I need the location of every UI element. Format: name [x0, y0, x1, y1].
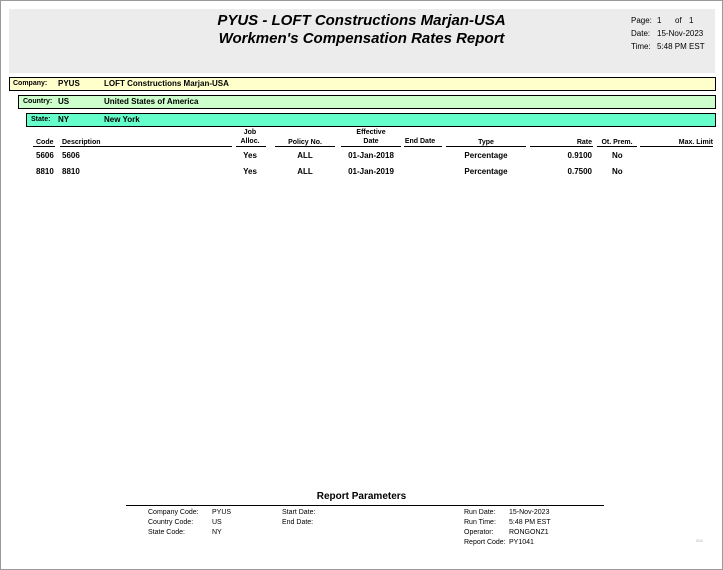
company-band	[9, 77, 716, 91]
header-rule	[236, 146, 266, 147]
time-value: 5:48 PM EST	[657, 42, 705, 51]
param-report-code: PY1041	[509, 539, 534, 546]
col-header-ot-prem: Ot. Prem.	[601, 139, 633, 146]
footer-mark: 204	[696, 538, 703, 543]
col-header-description: Description	[62, 139, 101, 146]
param-operator: RONGONZ1	[509, 529, 549, 536]
row-description: 8810	[62, 167, 80, 176]
col-header-code: Code	[36, 139, 54, 146]
state-code: NY	[58, 115, 70, 124]
row-ot-prem: No	[612, 151, 623, 160]
param-country-code-label: Country Code:	[148, 519, 194, 526]
row-code: 5606	[36, 151, 54, 160]
param-run-time-label: Run Time:	[464, 519, 496, 526]
country-band	[18, 95, 716, 109]
state-label: State:	[31, 116, 51, 123]
row-job-alloc: Yes	[243, 151, 257, 160]
row-code: 8810	[36, 167, 54, 176]
country-code: US	[58, 97, 70, 106]
col-header-effective-2: Date	[363, 138, 379, 145]
state-band	[26, 113, 716, 127]
row-job-alloc: Yes	[243, 167, 257, 176]
row-rate: 0.9100	[567, 151, 592, 160]
param-state-code: NY	[212, 529, 222, 536]
row-effective-date: 01-Jan-2019	[348, 167, 394, 176]
header-rule	[33, 146, 55, 147]
param-start-date-label: Start Date:	[282, 509, 316, 516]
page-label: Page:	[631, 16, 652, 25]
param-company-code-label: Company Code:	[148, 509, 199, 516]
country-name: United States of America	[104, 97, 199, 106]
page-number: 1	[657, 16, 662, 25]
header-rule	[597, 146, 637, 147]
time-label: Time:	[631, 42, 651, 51]
param-run-date: 15-Nov-2023	[509, 509, 550, 516]
col-header-type: Type	[478, 139, 494, 146]
header-rule	[275, 146, 335, 147]
company-label: Company:	[13, 80, 48, 87]
row-rate: 0.7500	[567, 167, 592, 176]
report-title: PYUS - LOFT Constructions Marjan-USA	[217, 12, 506, 29]
param-company-code: PYUS	[212, 509, 232, 516]
row-type: Percentage	[464, 167, 508, 176]
params-title: Report Parameters	[316, 491, 407, 502]
header-rule	[60, 146, 232, 147]
param-report-code-label: Report Code:	[464, 539, 506, 546]
row-effective-date: 01-Jan-2018	[348, 151, 394, 160]
country-label: Country:	[23, 98, 53, 105]
param-run-time: 5:48 PM EST	[509, 519, 551, 526]
company-name: LOFT Constructions Marjan-USA	[104, 79, 229, 88]
col-header-effective-1: Effective	[356, 129, 386, 136]
date-value: 15-Nov-2023	[657, 29, 704, 38]
row-policy-no: ALL	[297, 151, 313, 160]
col-header-job-alloc-2: Alloc.	[240, 138, 260, 145]
col-header-rate: Rate	[576, 139, 592, 146]
company-code: PYUS	[58, 79, 80, 88]
param-state-code-label: State Code:	[148, 529, 185, 536]
header-rule	[640, 146, 713, 147]
row-ot-prem: No	[612, 167, 623, 176]
report-subtitle: Workmen's Compensation Rates Report	[218, 30, 505, 47]
param-operator-label: Operator:	[464, 529, 494, 536]
header-rule	[530, 146, 593, 147]
row-type: Percentage	[464, 151, 508, 160]
col-header-end-date: End Date	[404, 138, 436, 145]
row-description: 5606	[62, 151, 80, 160]
param-end-date-label: End Date:	[282, 519, 314, 526]
state-name: New York	[104, 115, 140, 124]
date-label: Date:	[631, 29, 651, 38]
params-divider	[126, 505, 604, 506]
col-header-job-alloc-1: Job	[243, 129, 257, 136]
col-header-policy-no: Policy No.	[288, 139, 322, 146]
header-rule	[446, 146, 526, 147]
header-rule	[341, 146, 401, 147]
param-country-code: US	[212, 519, 222, 526]
col-header-max-limit: Max. Limit	[678, 139, 713, 146]
page-total: 1	[689, 16, 694, 25]
row-policy-no: ALL	[297, 167, 313, 176]
header-rule	[404, 146, 442, 147]
param-run-date-label: Run Date:	[464, 509, 496, 516]
page-of: of	[675, 16, 682, 25]
